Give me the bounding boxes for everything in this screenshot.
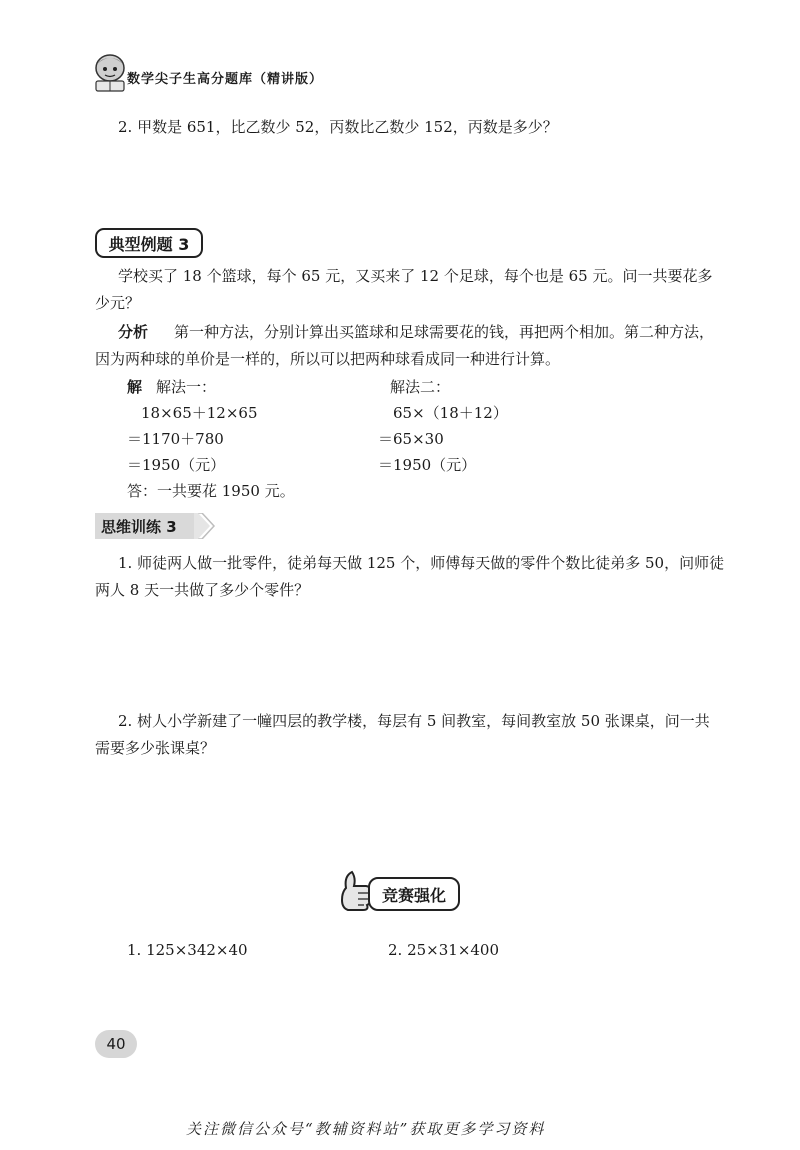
competition-q1: 1. 125×342×40 (127, 941, 248, 959)
analysis-label: 分析 (118, 323, 149, 341)
training-arrow-icon (194, 513, 216, 539)
method2-line3: ＝1950（元） (378, 456, 477, 474)
training-q2-line2: 需要多少张课桌？ (95, 739, 216, 757)
training-q2-line1: 2. 树人小学新建了一幢四层的教学楼，每层有 5 间教室，每间教室放 50 张课桌，问一共 (118, 712, 710, 730)
problem-2: 2. 甲数是 651，比乙数少 52，丙数比乙数少 152，丙数是多少？ (118, 118, 558, 136)
competition-label-box: 竞赛强化 (368, 877, 460, 911)
example-problem-line1: 学校买了 18 个篮球，每个 65 元，又买来了 12 个足球，每个也是 65 元。问一共要花多 (118, 267, 713, 285)
footer-notice: 关注微信公众号“教辅资料站”获取更多学习资料 (186, 1120, 546, 1138)
training-q1-line2: 两人 8 天一共做了多少个零件？ (95, 581, 310, 599)
example-problem-line2: 少元？ (95, 294, 141, 312)
method1-line3: ＝1950（元） (127, 456, 226, 474)
example-label-box: 典型例题 3 (95, 228, 203, 258)
cartoon-student-logo-icon (90, 50, 130, 94)
method2-title: 解法二： (390, 378, 451, 396)
method1-line1: 18×65＋12×65 (141, 404, 258, 422)
solution-label: 解 (127, 378, 143, 396)
training-q1-line1: 1. 师徒两人做一批零件，徒弟每天做 125 个，师傅每天做的零件个数比徒弟多 50，问师徒 (118, 554, 725, 572)
method2-line1: 65×（18＋12） (393, 404, 508, 422)
competition-q2: 2. 25×31×400 (388, 941, 500, 959)
method1-line2: ＝1170＋780 (127, 430, 224, 448)
page-number: 40 (95, 1030, 137, 1058)
book-title: 数学尖子生高分题库（精讲版） (127, 72, 324, 87)
example-answer: 答：一共要花 1950 元。 (127, 482, 295, 500)
method1-title: 解法一： (156, 378, 217, 396)
analysis-line2: 因为两种球的单价是一样的，所以可以把两种球看成同一种进行计算。 (95, 350, 561, 368)
method2-line2: ＝65×30 (378, 430, 444, 448)
analysis-line1: 第一种方法，分别计算出买篮球和足球需要花的钱，再把两个相加。第二种方法， (174, 323, 715, 341)
training-label: 思维训练 3 (95, 513, 195, 539)
